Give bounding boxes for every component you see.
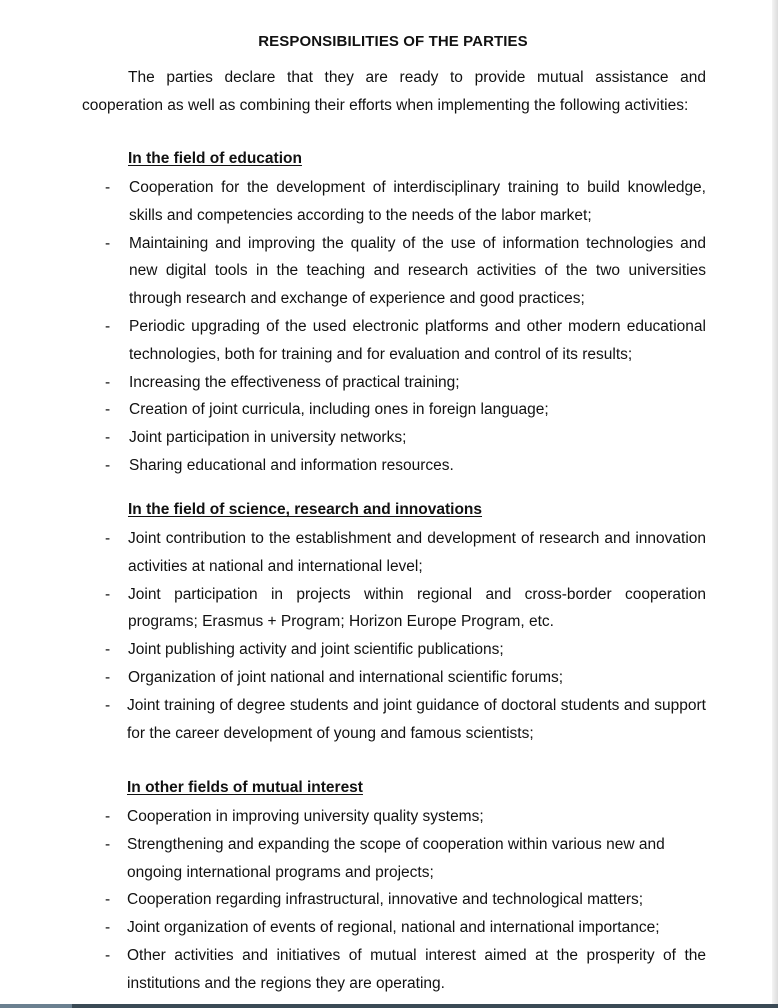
list-item-text: Cooperation in improving university quality systems;	[127, 808, 484, 825]
list-item	[0, 803, 778, 831]
bullet-dash: -	[105, 835, 111, 853]
page-edge-shadow	[772, 0, 778, 1008]
list-item-text: Joint organization of events of regional, national and international importance;	[127, 919, 660, 937]
education-list	[0, 174, 778, 480]
list-item-text: Strengthening and expanding the scope of cooperation within various new and ongoing international programs and projects;	[127, 835, 665, 881]
list-item-text: Joint training of degree students and joint guidance of doctoral students and support for the career development of young and famous scientists;	[127, 696, 706, 742]
list-item	[0, 914, 778, 942]
list-item	[0, 174, 778, 230]
list-item	[0, 636, 778, 664]
bullet-dash: -	[105, 641, 111, 659]
page-title: RESPONSIBILITIES OF THE PARTIES	[258, 33, 528, 50]
bullet-dash: -	[105, 530, 111, 547]
bullet-dash: -	[105, 668, 111, 686]
list-item	[0, 525, 778, 581]
list-item-text: Joint publishing activity and joint scientific publications;	[128, 641, 504, 659]
list-item-text: Maintaining and improving the quality of the use of information technologies and new digital tools in the teaching and research activities of the two universities through research and exchange of experience and good practices;	[129, 234, 706, 308]
list-item	[0, 369, 778, 397]
list-item	[0, 396, 778, 424]
list-item-text: Sharing educational and information resources.	[129, 456, 454, 474]
bullet-dash: -	[105, 456, 111, 474]
list-item-text: Cooperation regarding infrastructural, innovative and technological matters;	[127, 891, 644, 909]
list-item	[0, 831, 778, 887]
bullet-dash: -	[105, 401, 111, 419]
intro-paragraph: The parties declare that they are ready to provide mutual assistance and cooperation as well as combining their efforts when implementing the following activities:	[82, 69, 706, 114]
list-item-text: Periodic upgrading of the used electronic platforms and other modern educational technologies, both for training and for evaluation and control of its results;	[129, 317, 706, 363]
bottom-scroll-thumb	[0, 1004, 72, 1008]
list-item	[0, 424, 778, 452]
bottom-scroll-bar	[0, 1004, 778, 1008]
list-item-text: Increasing the effectiveness of practical training;	[129, 373, 460, 391]
list-item-text: Other activities and initiatives of mutual interest aimed at the prosperity of the institutions and the regions they are operating.	[127, 946, 706, 992]
list-item-text: Joint participation in university networks;	[129, 429, 407, 447]
list-item	[0, 230, 778, 313]
list-item-text: Organization of joint national and international scientific forums;	[128, 668, 564, 686]
list-item	[0, 886, 778, 914]
bullet-dash: -	[105, 919, 111, 937]
bullet-dash: -	[105, 234, 111, 252]
section-heading: In the field of science, research and innovations	[128, 501, 483, 518]
science-list	[0, 525, 778, 747]
list-item	[0, 664, 778, 692]
bullet-dash: -	[105, 696, 111, 714]
section-heading: In the field of education	[128, 150, 302, 167]
bullet-dash: -	[105, 373, 111, 391]
other-list	[0, 803, 778, 998]
list-item	[0, 452, 778, 480]
bullet-dash: -	[105, 891, 111, 909]
list-item-text: Joint participation in projects within regional and cross-border cooperation programs; Erasmus + Program; Horizon Europe Program, etc.	[128, 585, 706, 631]
list-item	[0, 942, 778, 998]
bullet-dash: -	[105, 808, 111, 825]
bullet-dash: -	[105, 317, 111, 335]
list-item-text: Joint contribution to the establishment and development of research and innovation activities at national and international level;	[128, 530, 706, 575]
list-item	[0, 313, 778, 369]
list-item	[0, 581, 778, 637]
list-item	[0, 692, 778, 748]
bullet-dash: -	[105, 585, 111, 603]
section-heading: In other fields of mutual interest	[127, 779, 363, 796]
bullet-dash: -	[105, 179, 111, 196]
bullet-dash: -	[105, 429, 111, 447]
bullet-dash: -	[105, 946, 111, 964]
list-item-text: Creation of joint curricula, including ones in foreign language;	[129, 401, 549, 419]
list-item-text: Cooperation for the development of interdisciplinary training to build knowledge, skills and competencies according to the needs of the labor market;	[129, 179, 706, 224]
